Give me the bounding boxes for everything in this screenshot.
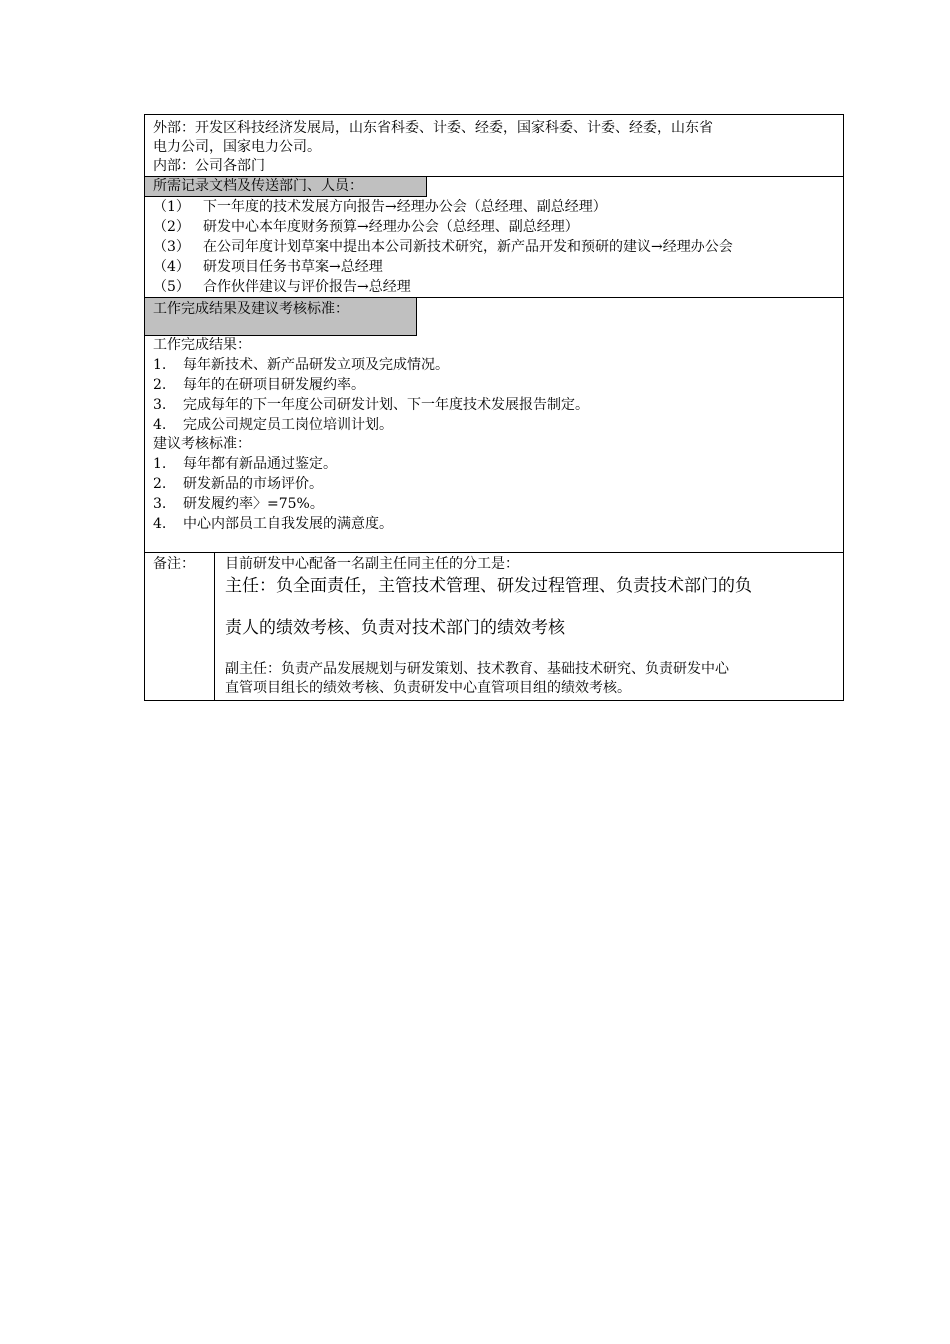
job-description-table [144,114,844,701]
item-number: 3. [153,496,167,512]
notes-intro: 目前研发中心配备一名副主任同主任的分工是： [225,556,519,572]
results-header: 工作完成结果及建议考核标准： [145,298,417,336]
external-contacts-line2: 电力公司，国家电力公司。 [153,139,321,155]
item-number: （1） [153,199,190,215]
internal-contacts: 内部：公司各部门 [153,158,265,174]
item-number: 2. [153,377,167,393]
item-number: （4） [153,259,190,275]
item-number: 1. [153,357,167,373]
list-item [153,415,835,435]
item-text: 每年都有新品通过鉴定。 [183,456,337,472]
list-item [153,395,835,415]
list-item [153,454,835,474]
results-body [145,336,843,552]
item-number: （3） [153,239,190,255]
item-number: （5） [153,279,190,295]
job-description-page [144,114,844,701]
list-item [153,375,835,395]
list-item [153,474,835,494]
documents-section [145,177,843,298]
item-number: （2） [153,219,190,235]
item-text: 完成公司规定员工岗位培训计划。 [183,417,393,433]
deputy-duties-line1: 副主任：负责产品发展规划与研发策划、技术教育、基础技术研究、负责研发中心 [225,661,729,677]
documents-list [145,197,843,297]
item-text: 在公司年度计划草案中提出本公司新技术研究，新产品开发和预研的建议→经理办公会 [203,239,733,255]
item-text: 研发中心本年度财务预算→经理办公会（总经理、副总经理） [203,219,579,235]
list-item [145,217,843,237]
list-item [153,355,835,375]
item-number: 2. [153,476,167,492]
list-item [153,494,835,514]
standards-title: 建议考核标准： [153,436,251,452]
item-text: 每年的在研项目研发履约率。 [183,377,365,393]
deputy-duties-line2: 直管项目组长的绩效考核、负责研发中心直管项目组的绩效考核。 [225,680,631,696]
notes-body [215,553,843,700]
item-number: 4. [153,516,167,532]
list-item [145,277,843,297]
item-text: 完成每年的下一年度公司研发计划、下一年度技术发展报告制定。 [183,397,589,413]
list-item [145,197,843,217]
list-item [145,257,843,277]
list-item [153,514,835,534]
results-section [145,298,843,553]
results-title: 工作完成结果： [153,337,251,353]
director-duties-line1: 主任：负全面责任，主管技术管理、研发过程管理、负责技术部门的负 [225,576,752,596]
notes-label: 备注： [145,553,215,700]
item-text: 每年新技术、新产品研发立项及完成情况。 [183,357,449,373]
notes-section [145,553,843,700]
item-text: 研发履约率〉=75%。 [183,496,324,512]
director-duties-line2: 责人的绩效考核、负责对技术部门的绩效考核 [225,618,565,638]
item-text: 合作伙伴建议与评价报告→总经理 [203,279,411,295]
item-text: 下一年度的技术发展方向报告→经理办公会（总经理、副总经理） [203,199,607,215]
documents-header: 所需记录文档及传送部门、人员： [145,177,427,197]
item-text: 研发新品的市场评价。 [183,476,323,492]
list-item [145,237,843,257]
external-contacts-line1: 外部：开发区科技经济发展局，山东省科委、计委、经委，国家科委、计委、经委，山东省 [153,120,713,136]
contacts-section [145,115,843,177]
item-text: 研发项目任务书草案→总经理 [203,259,383,275]
item-text: 中心内部员工自我发展的满意度。 [183,516,393,532]
item-number: 3. [153,397,167,413]
item-number: 4. [153,417,167,433]
item-number: 1. [153,456,167,472]
